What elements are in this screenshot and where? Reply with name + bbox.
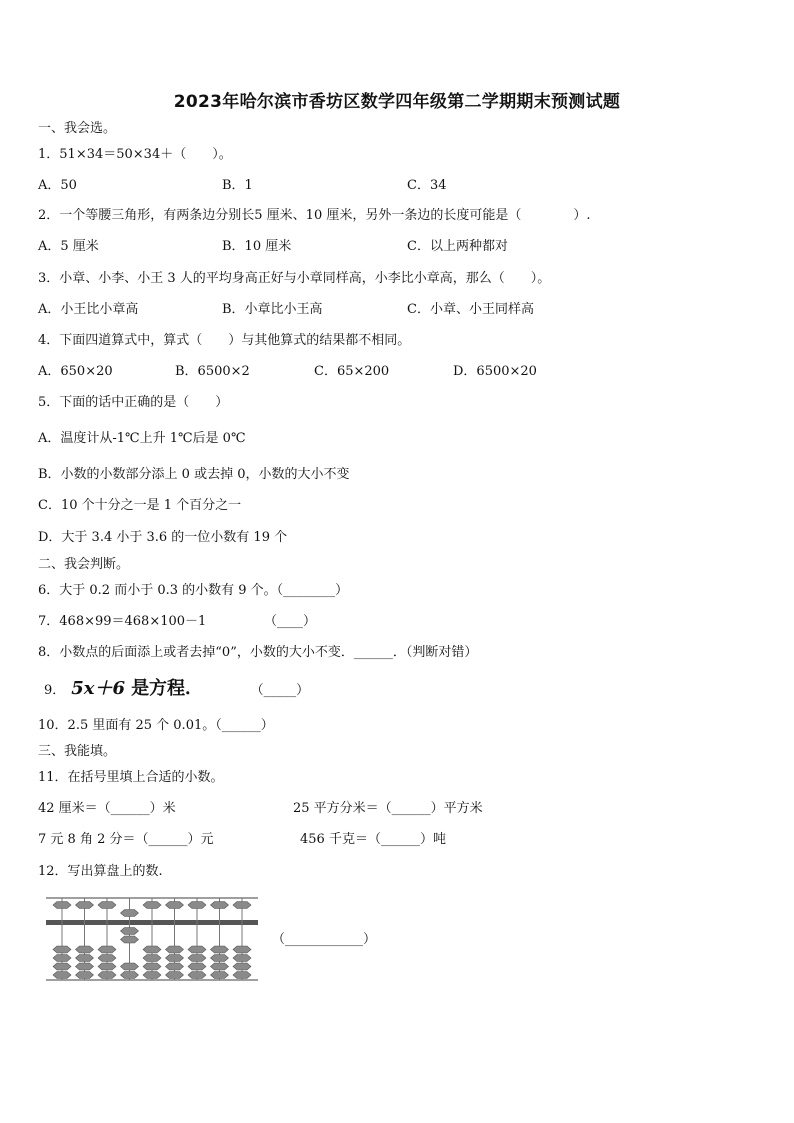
abacus-lower-bead (121, 972, 139, 979)
section-heading-choice: 一、我会选。 (38, 121, 117, 136)
abacus-lower-bead (98, 963, 116, 970)
abacus-lower-bead (53, 955, 71, 962)
q11-item-3: 7 元 8 角 2 分＝（______）元 (38, 832, 214, 847)
abacus (42, 896, 262, 986)
abacus-upper-bead (98, 902, 116, 909)
q4-option-b: B．6500×2 (175, 364, 250, 379)
abacus-lower-bead (121, 963, 139, 970)
abacus-lower-bead (211, 972, 229, 979)
abacus-lower-bead (143, 955, 161, 962)
abacus-lower-bead (166, 963, 184, 970)
q11-item-2: 25 平方分米＝（______）平方米 (293, 801, 483, 816)
abacus-lower-bead (98, 972, 116, 979)
abacus-lower-bead (188, 946, 206, 953)
question-6: 6．大于 0.2 而小于 0.3 的小数有 9 个。（________） (38, 583, 349, 598)
abacus-upper-bead (53, 902, 71, 909)
abacus-upper-bead (121, 910, 139, 917)
abacus-lower-bead (211, 963, 229, 970)
abacus-lower-bead (188, 955, 206, 962)
abacus-lower-bead (53, 963, 71, 970)
abacus-lower-bead (166, 946, 184, 953)
abacus-lower-bead (188, 972, 206, 979)
q2-option-c: C．以上两种都对 (407, 239, 508, 254)
question-4: 4．下面四道算式中，算式（ ）与其他算式的结果都不相同。 (38, 333, 411, 348)
question-2: 2．一个等腰三角形，有两条边分别长5 厘米、10 厘米，另外一条边的长度可能是（ ）. (38, 208, 591, 223)
q4-option-a: A．650×20 (38, 364, 113, 379)
abacus-lower-bead (76, 955, 94, 962)
q5-option-d: D．大于 3.4 小于 3.6 的一位小数有 19 个 (38, 530, 288, 545)
q1-option-c: C．34 (407, 178, 447, 193)
question-10: 10．2.5 里面有 25 个 0.01。（______） (38, 718, 274, 733)
abacus-upper-bead (166, 902, 184, 909)
abacus-lower-bead (188, 963, 206, 970)
page-title: 2023年哈尔滨市香坊区数学四年级第二学期期末预测试题 (173, 92, 621, 112)
abacus-upper-bead (76, 902, 94, 909)
q3-option-b: B．小章比小王高 (222, 302, 323, 317)
question-5: 5．下面的话中正确的是（ ） (38, 395, 229, 410)
q2-option-a: A．5 厘米 (38, 239, 99, 254)
abacus-lower-bead (233, 946, 251, 953)
section-heading-fill: 三、我能填。 (38, 744, 117, 759)
q2-option-b: B．10 厘米 (222, 239, 292, 254)
q3-option-c: C．小章、小王同样高 (407, 302, 534, 317)
q4-option-c: C．65×200 (314, 364, 390, 379)
abacus-drawing (42, 896, 262, 982)
q12-answer-blank[interactable]: （____________） (272, 932, 377, 947)
abacus-lower-bead (98, 955, 116, 962)
section-heading-judge: 二、我会判断。 (38, 557, 130, 572)
abacus-lower-bead (76, 972, 94, 979)
abacus-lower-bead (211, 955, 229, 962)
question-3: 3．小章、小李、小王 3 人的平均身高正好与小章同样高，小李比小章高，那么（ ）。 (38, 271, 551, 286)
abacus-lower-bead (121, 936, 139, 943)
q3-option-a: A．小王比小章高 (38, 302, 139, 317)
abacus-lower-bead (76, 963, 94, 970)
abacus-upper-bead (211, 902, 229, 909)
q7-answer-blank[interactable]: （____） (264, 614, 317, 629)
abacus-upper-bead (188, 902, 206, 909)
abacus-lower-bead (53, 972, 71, 979)
q5-option-b: B．小数的小数部分添上 0 或去掉 0，小数的大小不变 (38, 467, 350, 482)
abacus-lower-bead (121, 928, 139, 935)
abacus-lower-bead (233, 963, 251, 970)
abacus-lower-bead (233, 972, 251, 979)
abacus-lower-bead (211, 946, 229, 953)
abacus-lower-bead (166, 955, 184, 962)
question-11: 11．在括号里填上合适的小数。 (38, 770, 224, 785)
abacus-lower-bead (98, 946, 116, 953)
abacus-lower-bead (143, 963, 161, 970)
q9-answer-blank[interactable]: （_____） (257, 683, 310, 698)
abacus-lower-bead (233, 955, 251, 962)
question-8: 8．小数点的后面添上或者去掉“0”，小数的大小不变．______．（判断对错） (38, 645, 478, 660)
question-1: 1．51×34＝50×34＋（ ）。 (38, 147, 232, 162)
question-9 (44, 678, 309, 702)
q9-statement: 是方程． (131, 678, 204, 699)
q5-option-c: C．10 个十分之一是 1 个百分之一 (38, 498, 242, 513)
q9-expression: 5x＋6 (71, 678, 126, 699)
abacus-upper-bead (233, 902, 251, 909)
q1-option-a: A．50 (38, 178, 77, 193)
abacus-lower-bead (76, 946, 94, 953)
question-7: 7．468×99＝468×100－1 (38, 614, 207, 629)
abacus-lower-bead (53, 946, 71, 953)
question-12: 12．写出算盘上的数. (38, 864, 163, 879)
abacus-lower-bead (143, 972, 161, 979)
abacus-lower-bead (143, 946, 161, 953)
q1-option-b: B．1 (222, 178, 253, 193)
q11-item-1: 42 厘米＝（______）米 (38, 801, 176, 816)
q11-item-4: 456 千克＝（______）吨 (300, 832, 446, 847)
q5-option-a: A．温度计从-1℃上升 1℃后是 0℃ (38, 431, 246, 446)
q4-option-d: D．6500×20 (453, 364, 537, 379)
abacus-upper-bead (143, 902, 161, 909)
abacus-lower-bead (166, 972, 184, 979)
q9-number: 9． (44, 683, 66, 698)
